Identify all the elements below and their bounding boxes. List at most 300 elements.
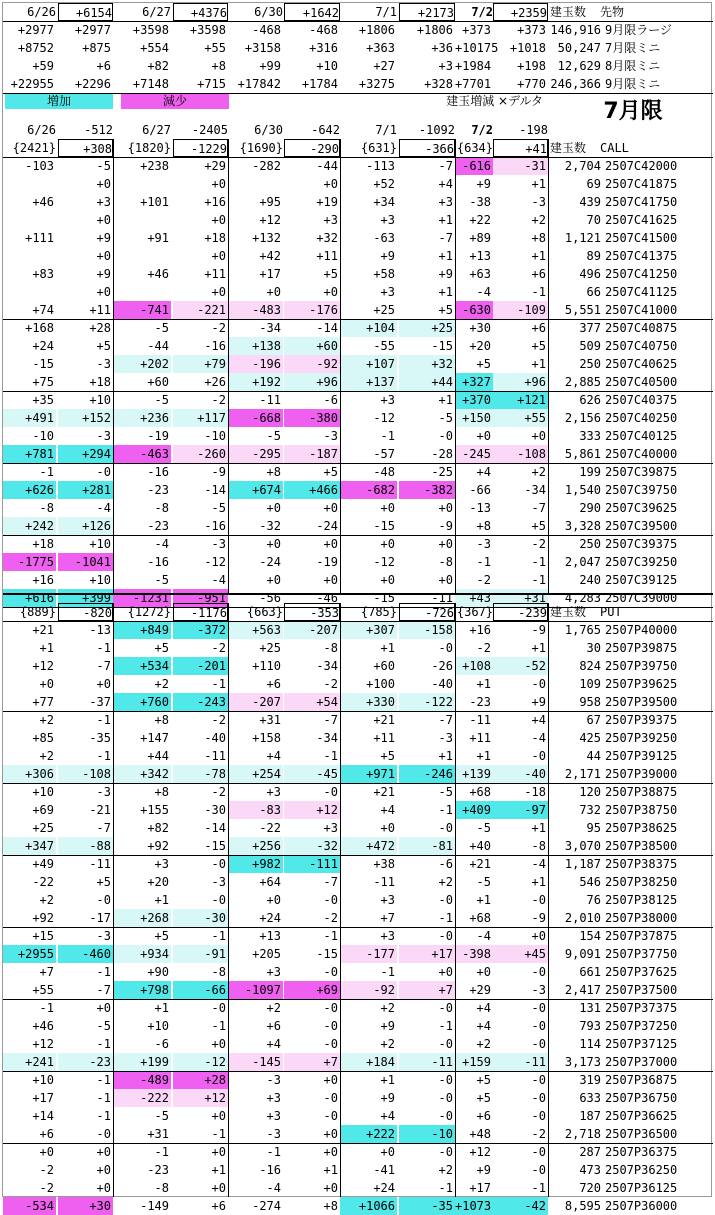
put-cell: -0 xyxy=(531,1001,546,1015)
put-cell: -122 xyxy=(399,693,455,711)
call-cell: +9 xyxy=(380,249,395,263)
put-cell: +347 xyxy=(3,837,56,855)
row-separator xyxy=(3,855,713,856)
futures-oi-header: 建玉数 xyxy=(550,5,587,19)
put-cell: +40 xyxy=(469,839,491,853)
column-separator xyxy=(455,603,456,1197)
put-cell: -40 xyxy=(493,765,548,783)
put-cell: -1 xyxy=(211,1127,226,1141)
put-cell: -9 xyxy=(531,623,546,637)
put-cell: -40 xyxy=(431,677,453,691)
put-cell: +12 xyxy=(32,659,54,673)
put-cell: +1 xyxy=(476,893,491,907)
call-name: 2507C41000 xyxy=(605,303,678,317)
row-separator xyxy=(3,93,713,94)
call-open-interest: 5,551 xyxy=(564,303,601,317)
put-cell: +14 xyxy=(32,1109,54,1123)
put-cell: +1 xyxy=(476,677,491,691)
call-cell: -7 xyxy=(438,159,453,173)
put-cell: +8 xyxy=(154,785,169,799)
put-cell: +254 xyxy=(228,765,283,783)
put-row xyxy=(3,1125,713,1143)
put-name: 2507P36875 xyxy=(605,1073,678,1087)
call-cell xyxy=(3,211,56,229)
call-open-interest: 240 xyxy=(579,573,601,587)
put-cell: -0 xyxy=(531,1163,546,1177)
put-cell: +0 xyxy=(211,1181,226,1195)
call-cell: +5 xyxy=(438,303,453,317)
put-cell: -0 xyxy=(438,1001,453,1015)
call-cell: -38 xyxy=(469,195,491,209)
put-cell: +1 xyxy=(323,1163,338,1177)
put-cell: +12 xyxy=(284,801,340,819)
put-name: 2507P37125 xyxy=(605,1037,678,1051)
put-cell: +85 xyxy=(32,731,54,745)
put-cell: -0 xyxy=(438,1145,453,1159)
put-cell: +25 xyxy=(32,821,54,835)
call-name: 2507C40000 xyxy=(605,447,678,461)
put-name: 2507P39625 xyxy=(605,677,678,691)
put-cell: +82 xyxy=(147,821,169,835)
put-name: 2507P39750 xyxy=(605,659,678,673)
put-name: 2507P36375 xyxy=(605,1145,678,1159)
call-cell: -12 xyxy=(373,411,395,425)
put-open-interest: 824 xyxy=(579,659,601,673)
put-cell: +5 xyxy=(154,641,169,655)
put-cell: +1 xyxy=(531,875,546,889)
call-open-interest: 2,156 xyxy=(564,411,601,425)
legend-note: 建玉増減 ×デルタ xyxy=(446,94,543,108)
call-open-interest: 2,885 xyxy=(564,375,601,389)
put-cell: -0 xyxy=(438,929,453,943)
call-cell: +294 xyxy=(58,445,113,463)
call-cell: +79 xyxy=(173,355,228,373)
call-cell: +34 xyxy=(373,195,395,209)
put-cell: +10 xyxy=(32,1073,54,1087)
call-cell: -34 xyxy=(524,483,546,497)
put-cell: -1 xyxy=(211,929,226,943)
call-cell: +0 xyxy=(266,501,281,515)
put-cell: -13 xyxy=(89,623,111,637)
call-cell: -11 xyxy=(259,393,281,407)
put-cell: -222 xyxy=(113,1089,171,1107)
put-cell: -2 xyxy=(211,641,226,655)
put-cell: +0 xyxy=(96,1001,111,1015)
call-open-interest: 250 xyxy=(579,357,601,371)
put-cell: -0 xyxy=(438,821,453,835)
put-cell: +3 xyxy=(266,1109,281,1123)
put-cell: +0 xyxy=(96,677,111,691)
put-cell: +7 xyxy=(39,965,54,979)
call-cell: -56 xyxy=(259,591,281,605)
put-cell: -0 xyxy=(438,641,453,655)
call-name: 2507C39000 xyxy=(605,591,678,605)
row-separator xyxy=(3,463,713,464)
put-name: 2507P38125 xyxy=(605,893,678,907)
put-cell: +9 xyxy=(476,1163,491,1177)
put-cell: -0 xyxy=(211,893,226,907)
put-cell: +2 xyxy=(39,749,54,763)
column-separator xyxy=(228,139,229,593)
put-cell: +31 xyxy=(147,1127,169,1141)
put-cell: -274 xyxy=(252,1199,281,1213)
put-row xyxy=(3,819,713,837)
call-cell: -7 xyxy=(531,501,546,515)
put-name: 2507P39500 xyxy=(605,695,678,709)
put-cell: -0 xyxy=(531,893,546,907)
put-cell: -7 xyxy=(438,713,453,727)
futures-cell: +363 xyxy=(366,41,395,55)
put-cell: -6 xyxy=(438,857,453,871)
put-cell: +3 xyxy=(323,821,338,835)
call-cell: -295 xyxy=(228,445,283,463)
put-cell: -0 xyxy=(211,1001,226,1015)
futures-cell: +316 xyxy=(309,41,338,55)
row-separator xyxy=(3,621,713,622)
put-cell: -1 xyxy=(531,1181,546,1195)
put-cell: +3 xyxy=(380,893,395,907)
call-cell: +6 xyxy=(531,321,546,335)
put-name: 2507P37250 xyxy=(605,1019,678,1033)
put-open-interest: 1,765 xyxy=(564,623,601,637)
futures-row xyxy=(3,57,713,75)
put-cell: -1 xyxy=(96,641,111,655)
put-cell: -2 xyxy=(531,1127,546,1141)
futures-row xyxy=(3,39,713,57)
call-cell: -5 xyxy=(154,573,169,587)
call-cell: -109 xyxy=(493,301,548,319)
put-cell: +24 xyxy=(373,1181,395,1195)
call-cell: -1 xyxy=(531,555,546,569)
put-cell: -4 xyxy=(531,731,546,745)
futures-total-3: +1642 xyxy=(284,3,340,21)
call-cell: +0 xyxy=(96,213,111,227)
call-cell: -5 xyxy=(438,411,453,425)
call-cell: +0 xyxy=(323,573,338,587)
put-cell: +108 xyxy=(455,657,493,675)
put-row xyxy=(3,909,713,927)
put-cell: -7 xyxy=(96,659,111,673)
put-open-interest: 109 xyxy=(579,677,601,691)
call-cell: -616 xyxy=(455,157,493,175)
put-cell: +798 xyxy=(113,981,171,999)
column-separator xyxy=(455,139,456,593)
put-cell: +971 xyxy=(340,765,397,783)
put-row xyxy=(3,891,713,909)
put-cell: +1 xyxy=(154,1001,169,1015)
call-cell: -483 xyxy=(228,301,283,319)
call-cell: -7 xyxy=(438,231,453,245)
call-cell: +6 xyxy=(531,267,546,281)
put-cell: +342 xyxy=(113,765,171,783)
put-cell: +184 xyxy=(340,1053,397,1071)
row-separator xyxy=(3,1143,713,1144)
call-cell: +55 xyxy=(493,409,548,427)
put-total-5: {663} xyxy=(246,605,283,619)
futures-cell: +715 xyxy=(197,77,226,91)
put-cell: +1 xyxy=(531,821,546,835)
put-cell: -372 xyxy=(173,621,228,639)
call-cell: +83 xyxy=(32,267,54,281)
call-name: 2507C40875 xyxy=(605,321,678,335)
put-cell: +29 xyxy=(469,983,491,997)
option-table-sheet xyxy=(2,2,712,1213)
put-cell: -30 xyxy=(204,803,226,817)
call-cell: +0 xyxy=(380,501,395,515)
column-separator xyxy=(548,139,549,593)
put-cell: +15 xyxy=(32,929,54,943)
put-cell: -1 xyxy=(438,803,453,817)
call-name: 2507C39875 xyxy=(605,465,678,479)
call-cell: -108 xyxy=(493,445,548,463)
call-cell: +11 xyxy=(204,267,226,281)
put-cell: +28 xyxy=(173,1071,228,1089)
call-open-interest: 1,540 xyxy=(564,483,601,497)
put-cell: +1 xyxy=(39,641,54,655)
put-cell: +3 xyxy=(154,857,169,871)
call-row xyxy=(3,553,713,571)
put-cell: -246 xyxy=(399,765,455,783)
call-cell: -10 xyxy=(32,429,54,443)
put-cell: +12 xyxy=(32,1037,54,1051)
put-name: 2507P37750 xyxy=(605,947,678,961)
call-cell: +236 xyxy=(113,409,171,427)
call-cell: -14 xyxy=(316,321,338,335)
put-cell: -1 xyxy=(96,965,111,979)
call-cell: +4 xyxy=(438,177,453,191)
call-cell: -1 xyxy=(531,285,546,299)
put-total-3: {1272} xyxy=(127,605,171,619)
futures-cell: +3275 xyxy=(358,77,395,91)
futures-name: 7月限ミニ xyxy=(605,41,661,55)
call-cell: +31 xyxy=(493,589,548,607)
call-cell: -1 xyxy=(39,465,54,479)
call-cell: -66 xyxy=(469,483,491,497)
put-open-interest: 187 xyxy=(579,1109,601,1123)
put-cell: +31 xyxy=(259,713,281,727)
put-cell: +24 xyxy=(259,911,281,925)
call-cell: -15 xyxy=(32,357,54,371)
futures-cell: +875 xyxy=(82,41,111,55)
call-total-3: {1820} xyxy=(127,141,171,155)
call-cell: +5 xyxy=(476,357,491,371)
put-cell: +9 xyxy=(380,1019,395,1033)
put-name: 2507P36625 xyxy=(605,1109,678,1123)
call-cell: -3 xyxy=(96,429,111,443)
call-cell xyxy=(113,211,171,229)
put-cell: -0 xyxy=(531,677,546,691)
call-cell: +74 xyxy=(32,303,54,317)
call-name: 2507C40125 xyxy=(605,429,678,443)
put-cell: +2 xyxy=(380,1037,395,1051)
call-cell: -11 xyxy=(431,591,453,605)
put-cell: -1 xyxy=(96,1091,111,1105)
row-separator xyxy=(3,607,713,608)
call-row xyxy=(3,517,713,535)
put-row xyxy=(3,1089,713,1107)
call-cell: -28 xyxy=(431,447,453,461)
put-cell: -3 xyxy=(96,785,111,799)
call-cell: -2 xyxy=(531,537,546,551)
put-row xyxy=(3,1053,713,1071)
futures-cell: +36 xyxy=(431,41,453,55)
put-cell: +55 xyxy=(32,983,54,997)
column-separator xyxy=(113,603,114,1197)
put-cell: +2 xyxy=(380,1001,395,1015)
put-cell: +5 xyxy=(476,1091,491,1105)
put-cell: -32 xyxy=(284,837,340,855)
put-cell: -0 xyxy=(323,1019,338,1033)
call-cell: +60 xyxy=(284,337,340,355)
put-cell: -1 xyxy=(323,929,338,943)
put-cell: +21 xyxy=(373,713,395,727)
call-row xyxy=(3,409,713,427)
column-separator xyxy=(340,603,341,1197)
put-cell: -16 xyxy=(259,1163,281,1177)
call-cell: +16 xyxy=(204,195,226,209)
put-row xyxy=(3,657,713,675)
put-open-interest: 546 xyxy=(579,875,601,889)
put-cell: -0 xyxy=(438,1037,453,1051)
put-cell: -489 xyxy=(113,1071,171,1089)
call-cell: +0 xyxy=(266,573,281,587)
put-cell: -7 xyxy=(96,983,111,997)
row-separator xyxy=(3,783,713,784)
put-total-9: {367} xyxy=(456,605,493,619)
call-cell: +192 xyxy=(228,373,283,391)
row-separator xyxy=(3,927,713,928)
call-cell: +107 xyxy=(340,355,397,373)
futures-cell: +10 xyxy=(316,59,338,73)
call-total-8: -366 xyxy=(399,139,455,157)
call-cell: -46 xyxy=(316,591,338,605)
call-row xyxy=(3,391,713,409)
put-cell: -0 xyxy=(323,1037,338,1051)
put-cell: +7 xyxy=(380,911,395,925)
put-name: 2507P38750 xyxy=(605,803,678,817)
call-cell: +17 xyxy=(259,267,281,281)
call-cell: +9 xyxy=(476,177,491,191)
call-delta-1: -512 xyxy=(84,123,113,137)
call-cell: +58 xyxy=(373,267,395,281)
futures-cell: +2296 xyxy=(74,77,111,91)
put-cell: -7 xyxy=(323,875,338,889)
call-cell: +8 xyxy=(531,231,546,245)
call-total-10: +41 xyxy=(493,139,548,157)
call-cell: -282 xyxy=(252,159,281,173)
put-cell: +1 xyxy=(476,749,491,763)
put-cell: +268 xyxy=(113,909,171,927)
put-cell: +8 xyxy=(323,1199,338,1213)
call-cell: +5 xyxy=(96,339,111,353)
put-row xyxy=(3,711,713,729)
put-cell: +68 xyxy=(469,911,491,925)
put-cell: +4 xyxy=(476,1001,491,1015)
put-cell: -92 xyxy=(340,981,397,999)
put-cell: +3 xyxy=(266,785,281,799)
call-cell: +616 xyxy=(3,589,56,607)
put-name: 2507P36750 xyxy=(605,1091,678,1105)
put-name: 2507P39000 xyxy=(605,767,678,781)
call-name: 2507C39750 xyxy=(605,483,678,497)
futures-cell: +8752 xyxy=(17,41,54,55)
call-name: 2507C39500 xyxy=(605,519,678,533)
put-cell: -8 xyxy=(531,839,546,853)
put-row xyxy=(3,1197,713,1215)
call-name: 2507C41750 xyxy=(605,195,678,209)
put-cell: -37 xyxy=(89,695,111,709)
put-cell: +0 xyxy=(476,965,491,979)
call-cell xyxy=(3,247,56,265)
call-cell: +4 xyxy=(476,465,491,479)
put-cell: +12 xyxy=(469,1145,491,1159)
put-cell: +1 xyxy=(154,893,169,907)
put-cell: -5 xyxy=(476,875,491,889)
put-name: 2507P37500 xyxy=(605,983,678,997)
put-cell: -88 xyxy=(58,837,113,855)
put-row xyxy=(3,837,713,855)
call-name: 2507C39125 xyxy=(605,573,678,587)
put-cell: -8 xyxy=(154,1181,169,1195)
put-cell: +7 xyxy=(399,981,455,999)
put-cell: -21 xyxy=(89,803,111,817)
call-cell: +121 xyxy=(493,391,548,409)
futures-cell: +770 xyxy=(517,77,546,91)
call-cell: -260 xyxy=(173,445,228,463)
call-delta-5: -198 xyxy=(519,123,548,137)
put-cell: -534 xyxy=(3,1197,56,1215)
put-cell: -460 xyxy=(58,945,113,963)
put-cell: -0 xyxy=(323,1109,338,1123)
call-cell: -463 xyxy=(113,445,171,463)
call-cell: +13 xyxy=(469,249,491,263)
put-cell: -8 xyxy=(323,641,338,655)
put-cell: -11 xyxy=(373,875,395,889)
futures-total-4: +2173 xyxy=(399,3,455,21)
call-row xyxy=(3,535,713,553)
call-cell: +52 xyxy=(373,177,395,191)
put-cell: +38 xyxy=(373,857,395,871)
call-row xyxy=(3,373,713,391)
put-cell: -1 xyxy=(323,749,338,763)
call-total-6: -290 xyxy=(284,139,340,157)
put-cell: -149 xyxy=(140,1199,169,1213)
call-cell: -5 xyxy=(154,393,169,407)
put-cell: -83 xyxy=(228,801,283,819)
put-cell: +158 xyxy=(252,731,281,745)
call-cell: -2 xyxy=(211,321,226,335)
put-cell: +11 xyxy=(469,731,491,745)
call-row xyxy=(3,319,713,337)
put-cell: -2 xyxy=(39,1181,54,1195)
put-cell: +30 xyxy=(58,1197,113,1215)
call-name: 2507C42000 xyxy=(605,159,678,173)
put-cell: -23 xyxy=(147,1163,169,1177)
put-cell: -4 xyxy=(531,857,546,871)
call-cell: +96 xyxy=(493,373,548,391)
put-cell: -14 xyxy=(204,821,226,835)
call-cell: -187 xyxy=(284,445,340,463)
put-row xyxy=(3,963,713,981)
put-oi-header: 建玉数 xyxy=(550,605,587,619)
call-total-5: {1690} xyxy=(239,141,283,155)
call-cell: -44 xyxy=(147,339,169,353)
put-cell: -5 xyxy=(154,1109,169,1123)
put-cell: -11 xyxy=(493,1053,548,1071)
call-cell: +327 xyxy=(455,373,493,391)
put-row xyxy=(3,1107,713,1125)
put-open-interest: 732 xyxy=(579,803,601,817)
